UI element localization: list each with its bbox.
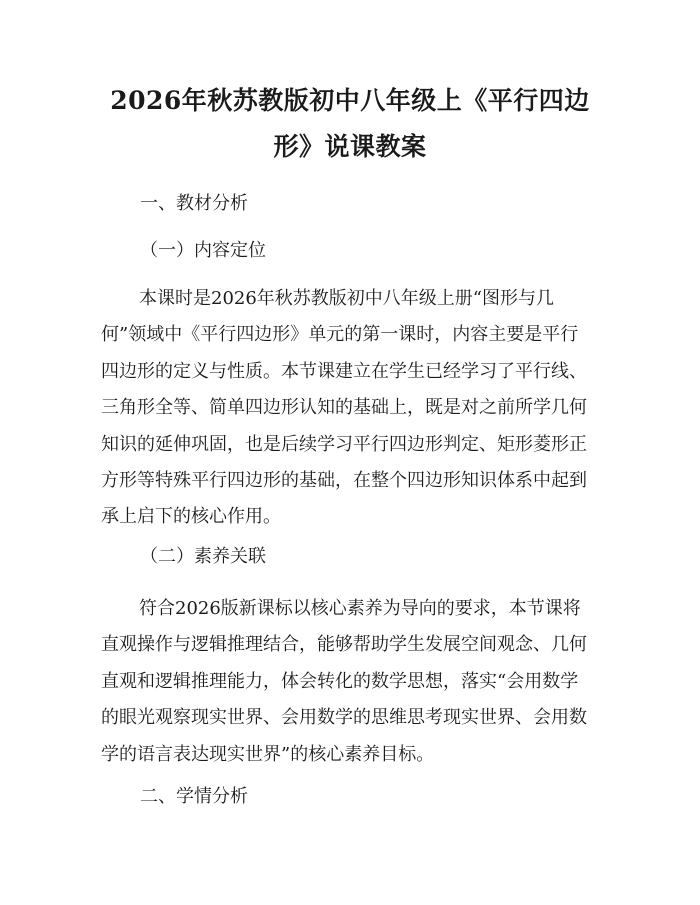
paragraph-line: 直观和逻辑推理能力，体会转化的数学思想，落实“会用数学 <box>101 670 579 692</box>
paragraph-line: 方形等特殊平行四边形的基础，在整个四边形知识体系中起到 <box>101 469 587 491</box>
paragraph-line: 何”领域中《平行四边形》单元的第一课时，内容主要是平行 <box>101 324 579 346</box>
subsection-heading-content-positioning: （一）内容定位 <box>140 240 266 261</box>
paragraph-line: 本课时是2026年秋苏教版初中八年级上册“图形与几 <box>139 288 555 309</box>
section-heading-learner-analysis: 二、学情分析 <box>140 786 248 807</box>
paragraph-line: 直观操作与逻辑推理结合，能够帮助学生发展空间观念、几何 <box>101 634 587 656</box>
title-line-1: 2026年秋苏教版初中八年级上《平行四边 <box>110 86 590 115</box>
paragraph-line: 学的语言表达现实世界”的核心素养目标。 <box>101 743 435 765</box>
paragraph-literacy-connection <box>101 591 601 773</box>
paragraph-line: 承上启下的核心作用。 <box>101 506 281 528</box>
document-title <box>100 78 600 170</box>
paragraph-content-positioning <box>101 281 601 536</box>
section-heading-textbook-analysis: 一、教材分析 <box>140 193 248 214</box>
title-line-2: 形》说课教案 <box>273 132 427 161</box>
paragraph-line: 符合2026版新课标以核心素养为导向的要求，本节课将 <box>139 598 581 619</box>
paragraph-line: 的眼光观察现实世界、会用数学的思维思考现实世界、会用数 <box>101 707 587 729</box>
paragraph-line: 四边形的定义与性质。本节课建立在学生已经学习了平行线、 <box>101 360 587 382</box>
paragraph-line: 知识的延伸巩固，也是后续学习平行四边形判定、矩形菱形正 <box>101 433 587 455</box>
subsection-heading-literacy-connection: （二）素养关联 <box>140 546 266 567</box>
paragraph-line: 三角形全等、简单四边形认知的基础上，既是对之前所学几何 <box>101 397 587 419</box>
